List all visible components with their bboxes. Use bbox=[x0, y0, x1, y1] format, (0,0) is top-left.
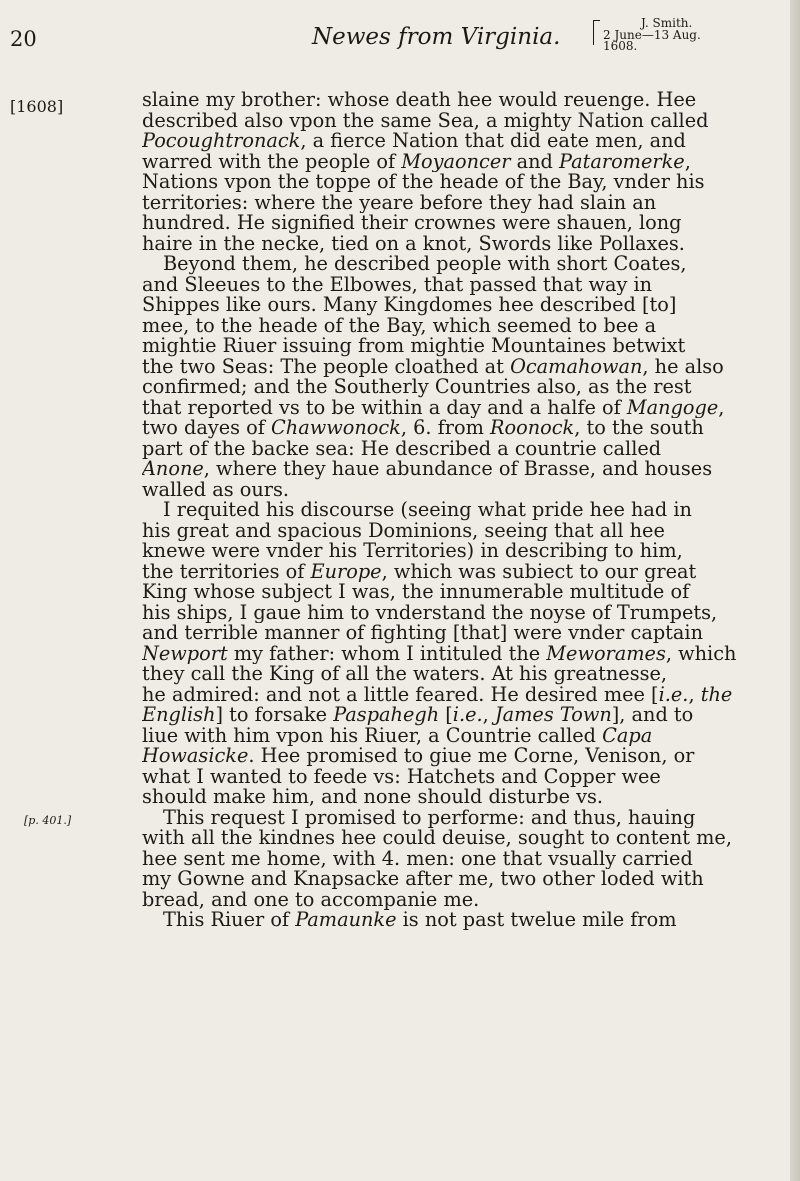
text-segment: This Riuer of bbox=[163, 910, 296, 931]
text-line bbox=[142, 890, 754, 911]
header-reference bbox=[603, 18, 721, 52]
text-line bbox=[142, 152, 754, 173]
text-line bbox=[142, 111, 754, 132]
italic-text: Moyaoncer bbox=[401, 151, 511, 172]
text-line bbox=[142, 254, 754, 275]
text-line bbox=[142, 623, 754, 644]
text-segment: is not past twelue mile from bbox=[396, 910, 677, 931]
text-line bbox=[142, 685, 754, 706]
text-segment: Beyond them, he described people with short Coates, bbox=[163, 254, 687, 275]
text-segment: I requited his discourse (seeing what pride hee had in bbox=[163, 500, 692, 521]
text-line bbox=[142, 275, 754, 296]
margin-year: [1608] bbox=[10, 97, 64, 116]
text-segment: described also vpon the same Sea, a mighty Nation called bbox=[142, 110, 709, 131]
text-segment: King whose subject I was, the innumerable multitude of bbox=[142, 582, 690, 603]
text-line bbox=[142, 90, 754, 111]
italic-text: Roonock bbox=[490, 418, 575, 439]
text-segment: [ bbox=[439, 705, 453, 726]
text-segment: Shippes like ours. Many Kingdomes hee described [to] bbox=[142, 295, 677, 316]
italic-text: Paspahegh bbox=[333, 705, 440, 726]
text-line bbox=[142, 131, 754, 152]
italic-text: i.e. bbox=[658, 684, 689, 705]
text-line bbox=[142, 787, 754, 808]
text-line bbox=[142, 910, 754, 931]
text-line bbox=[142, 828, 754, 849]
text-line bbox=[142, 603, 754, 624]
text-line bbox=[142, 767, 754, 788]
text-line bbox=[142, 418, 754, 439]
text-segment: , 6. from bbox=[400, 418, 490, 439]
text-segment: hundred. He signified their crownes were shauen, long bbox=[142, 213, 682, 234]
text-segment: haire in the necke, tied on a knot, Swords like Pollaxes. bbox=[142, 233, 685, 254]
italic-text: Chawwonock bbox=[271, 418, 401, 439]
text-line bbox=[142, 398, 754, 419]
scan-edge bbox=[790, 0, 800, 1181]
text-segment: bread, and one to accompanie me. bbox=[142, 889, 480, 910]
header-bracket bbox=[593, 20, 600, 45]
text-segment: part of the backe sea: He described a countrie called bbox=[142, 438, 662, 459]
italic-text: Pataromerke bbox=[559, 151, 685, 172]
italic-text: James Town bbox=[494, 705, 612, 726]
text-segment: slaine my brother: whose death hee would reuenge. Hee bbox=[142, 90, 697, 111]
text-line bbox=[142, 849, 754, 870]
text-segment: what I wanted to feede vs: Hatchets and Copper wee bbox=[142, 766, 661, 787]
text-segment: knewe were vnder his Territories) in describing to him, bbox=[142, 541, 683, 562]
italic-text: Ocamahowan bbox=[510, 356, 643, 377]
text-segment: walled as ours. bbox=[142, 479, 290, 500]
italic-text: Capa bbox=[602, 725, 653, 746]
text-line bbox=[142, 500, 754, 521]
header-dates: 2 June—13 Aug. 1608. bbox=[603, 28, 701, 53]
text-segment: mightie Riuer issuing from mightie Mountaines betwixt bbox=[142, 336, 686, 357]
text-segment: , bbox=[684, 151, 691, 172]
italic-text: Europe bbox=[310, 561, 382, 582]
text-segment: and bbox=[510, 151, 559, 172]
text-segment: my father: whom I intituled the bbox=[227, 643, 547, 664]
italic-text: Meworames bbox=[546, 643, 666, 664]
text-segment: ], and to bbox=[611, 705, 694, 726]
text-line bbox=[142, 439, 754, 460]
text-segment: , bbox=[718, 397, 725, 418]
italic-text: Anone bbox=[142, 459, 204, 480]
running-title: Newes from Virginia. bbox=[312, 24, 561, 50]
text-segment: ] to forsake bbox=[215, 705, 334, 726]
text-segment: the two Seas: The people cloathed at bbox=[142, 356, 511, 377]
text-line bbox=[142, 234, 754, 255]
text-line bbox=[142, 808, 754, 829]
header-author: J. Smith. bbox=[641, 16, 693, 30]
text-line bbox=[142, 705, 754, 726]
text-line bbox=[142, 541, 754, 562]
italic-text: Howasicke bbox=[142, 746, 249, 767]
page-number: 20 bbox=[10, 27, 37, 51]
text-segment: , where they haue abundance of Brasse, and houses bbox=[203, 459, 713, 480]
text-line bbox=[142, 582, 754, 603]
text-segment: Nations vpon the toppe of the heade of the Bay, vnder his bbox=[142, 172, 705, 193]
text-segment: should make him, and none should disturbe vs. bbox=[142, 787, 604, 808]
text-line bbox=[142, 336, 754, 357]
text-segment: , to the south bbox=[574, 418, 704, 439]
text-segment: confirmed; and the Southerly Countries also, as the rest bbox=[142, 377, 692, 398]
text-line bbox=[142, 480, 754, 501]
text-line bbox=[142, 664, 754, 685]
italic-text: English bbox=[142, 705, 216, 726]
text-segment: , bbox=[482, 705, 495, 726]
text-segment: they call the King of all the waters. At his greatnesse, bbox=[142, 664, 668, 685]
text-segment: his ships, I gaue him to vnderstand the noyse of Trumpets, bbox=[142, 602, 718, 623]
text-line bbox=[142, 172, 754, 193]
italic-text: i.e. bbox=[452, 705, 483, 726]
text-line bbox=[142, 562, 754, 583]
text-segment: , he also bbox=[642, 356, 724, 377]
text-line bbox=[142, 746, 754, 767]
text-segment: and Sleeues to the Elbowes, that passed that way in bbox=[142, 274, 653, 295]
text-segment: my Gowne and Knapsacke after me, two other loded with bbox=[142, 869, 704, 890]
text-segment: he admired: and not a little feared. He desired mee [ bbox=[142, 684, 659, 705]
italic-text: Pamaunke bbox=[295, 910, 397, 931]
text-line bbox=[142, 459, 754, 480]
text-line bbox=[142, 295, 754, 316]
italic-text: the bbox=[700, 684, 733, 705]
text-segment: liue with him vpon his Riuer, a Countrie called bbox=[142, 725, 603, 746]
margin-page-ref: [p. 401.] bbox=[24, 814, 72, 827]
italic-text: Mangoge bbox=[626, 397, 719, 418]
text-segment: territories: where the yeare before they had slain an bbox=[142, 192, 657, 213]
text-line bbox=[142, 644, 754, 665]
text-segment: with all the kindnes hee could deuise, sought to content me, bbox=[142, 828, 732, 849]
text-segment: and terrible manner of fighting [that] were vnder captain bbox=[142, 623, 703, 644]
text-segment: hee sent me home, with 4. men: one that vsually carried bbox=[142, 848, 693, 869]
text-line bbox=[142, 521, 754, 542]
italic-text: Pocoughtronack bbox=[142, 131, 301, 152]
body-text bbox=[142, 90, 754, 931]
text-line bbox=[142, 316, 754, 337]
text-line bbox=[142, 213, 754, 234]
text-segment: . Hee promised to giue me Corne, Venison, or bbox=[248, 746, 695, 767]
text-line bbox=[142, 357, 754, 378]
text-segment: two dayes of bbox=[142, 418, 272, 439]
italic-text: Newport bbox=[142, 643, 228, 664]
text-segment: , bbox=[688, 684, 701, 705]
text-segment: his great and spacious Dominions, seeing that all hee bbox=[142, 520, 665, 541]
text-segment: , which bbox=[665, 643, 737, 664]
text-line bbox=[142, 869, 754, 890]
text-line bbox=[142, 726, 754, 747]
text-segment: , a fierce Nation that did eate men, and bbox=[300, 131, 686, 152]
text-segment: that reported vs to be within a day and a halfe of bbox=[142, 397, 627, 418]
text-segment: warred with the people of bbox=[142, 151, 402, 172]
text-segment: the territories of bbox=[142, 561, 311, 582]
text-segment: mee, to the heade of the Bay, which seemed to bee a bbox=[142, 315, 657, 336]
text-line bbox=[142, 377, 754, 398]
text-segment: This request I promised to performe: and thus, hauing bbox=[163, 807, 696, 828]
text-segment: , which was subiect to our great bbox=[381, 561, 697, 582]
text-line bbox=[142, 193, 754, 214]
